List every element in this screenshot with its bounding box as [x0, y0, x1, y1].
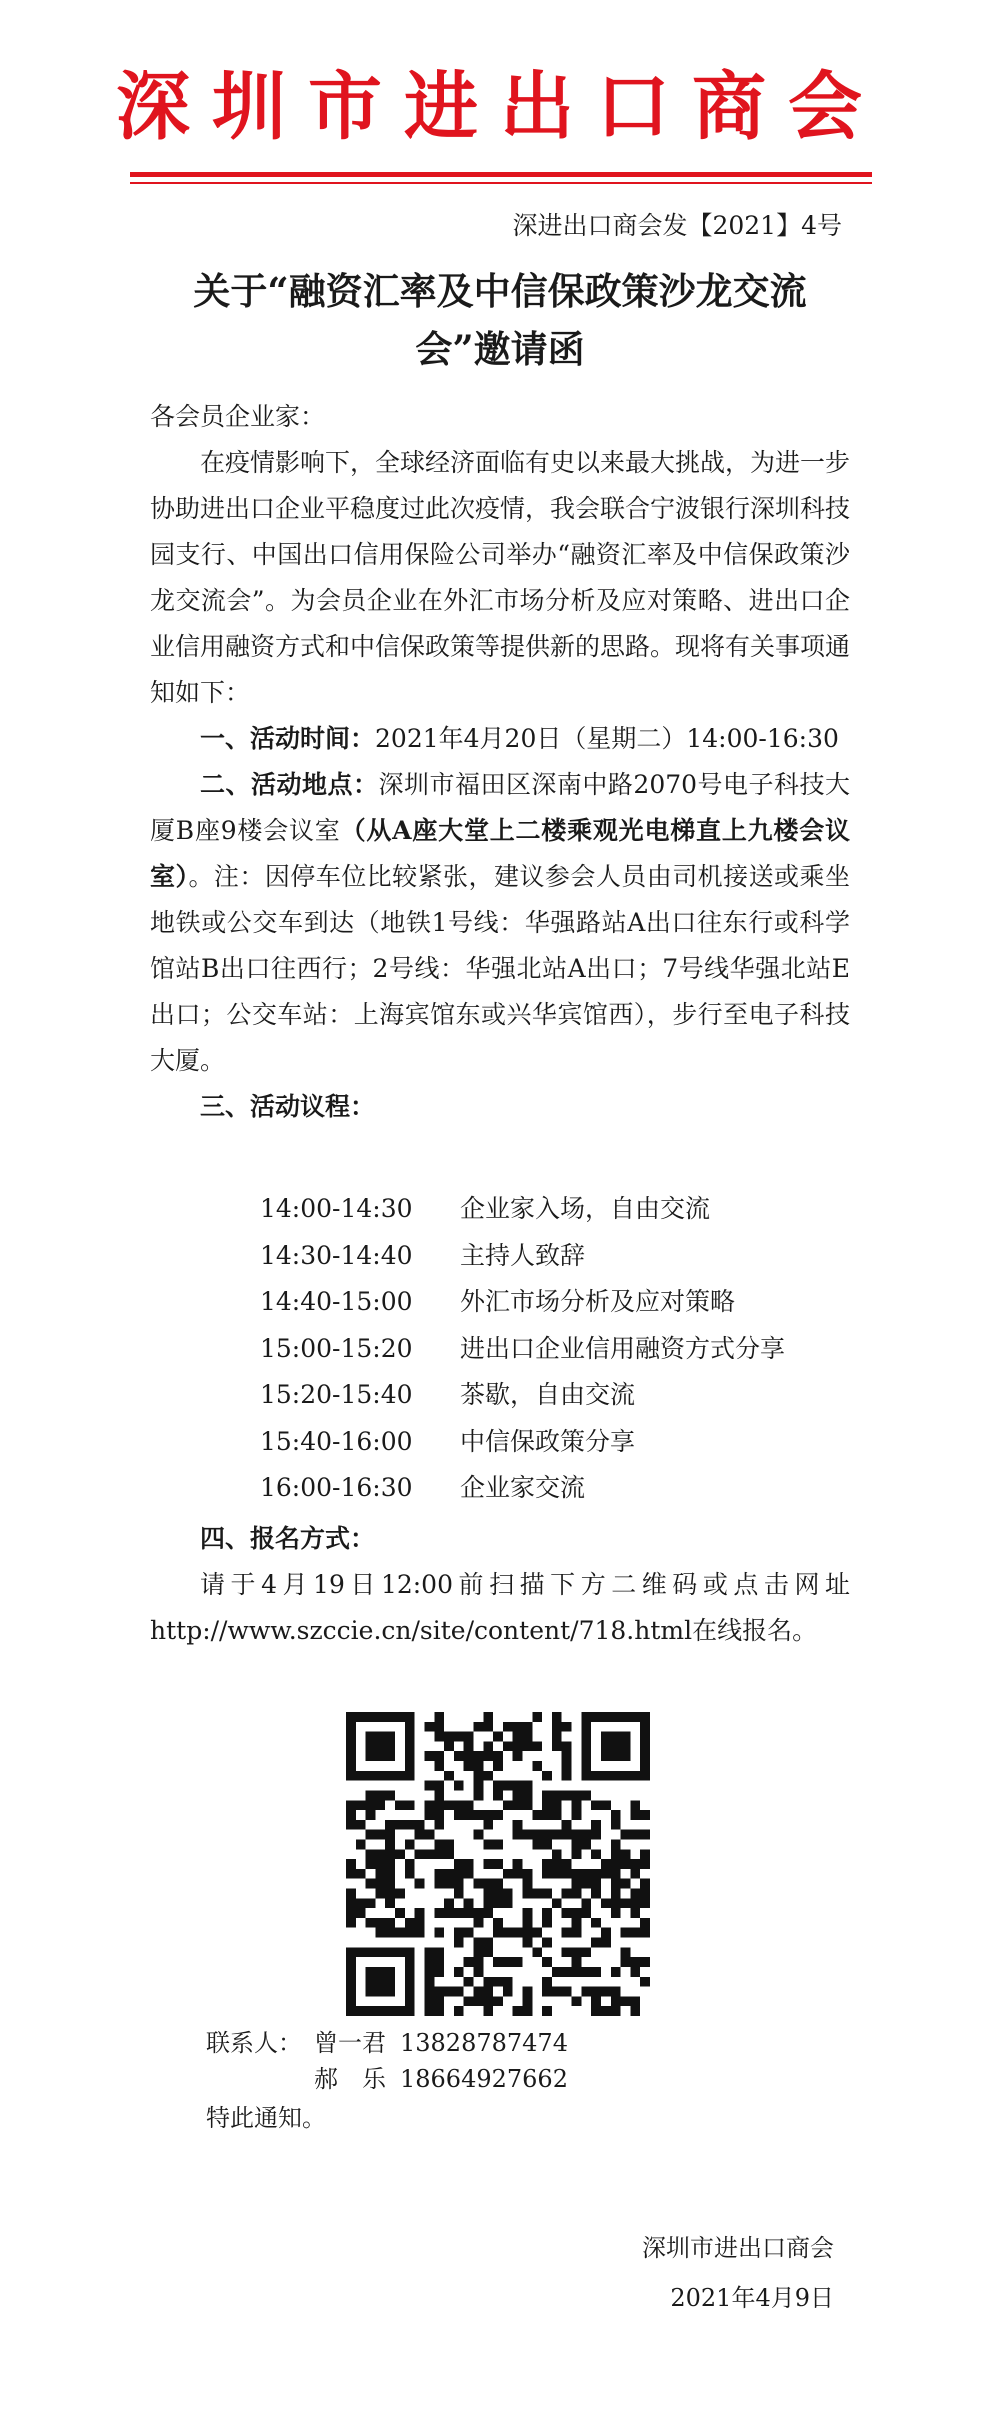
venue-note: 。注：因停车位比较紧张，建议参会人员由司机接送或乘坐地铁或公交车到达（地铁1号线：华强路站A出口往东行或科学馆站B出口往西行；2号线：华强北站A出口；7号线华强北站E出口；公交车站：上海宾馆东或兴华宾馆西），步行至电子科技大厦。 [150, 862, 850, 1075]
registration-block [150, 1516, 850, 1654]
time-section-text: 2021年4月20日（星期二）14:00-16:30 [375, 724, 839, 753]
agenda-row [260, 1419, 785, 1466]
intro-paragraph: 在疫情影响下，全球经济面临有史以来最大挑战，为进一步协助进出口企业平稳度过此次疫情，我会联合宁波银行深圳科技园支行、中国出口信用保险公司举办“融资汇率及中信保政策沙龙交流会”。为会员企业在外汇市场分析及应对策略、进出口企业信用融资方式和中信保政策等提供新的思路。现将有关事项通知如下： [150, 448, 851, 707]
agenda-item: 主持人致辞 [460, 1240, 586, 1270]
agenda-time: 16:00-16:30 [260, 1473, 413, 1502]
venue-directions: （从A座大堂上二楼乘观光电梯直上九楼会议室） [150, 816, 850, 891]
registration-text: 请于4月19日12:00前扫描下方二维码或点击网址 [200, 1570, 850, 1599]
agenda-section-label: 三、活动议程： [200, 1092, 376, 1121]
signature-date: 2021年4月9日 [670, 2284, 834, 2312]
venue-section-label: 二、活动地点： [200, 770, 379, 799]
contact-row [206, 2025, 568, 2061]
closing-text: 特此通知。 [206, 2104, 326, 2132]
agenda-time: 15:40-16:00 [260, 1426, 413, 1456]
letterhead-divider-thick [130, 172, 872, 177]
contact-phone: 18664927662 [400, 2065, 568, 2093]
contact-row [206, 2061, 568, 2097]
agenda-row [260, 1186, 785, 1233]
time-section [150, 716, 850, 762]
agenda-list [260, 1186, 785, 1512]
agenda-item: 企业家入场，自由交流 [460, 1194, 711, 1223]
agenda-item: 企业家交流 [460, 1473, 586, 1502]
contact-name: 曾一君 [314, 2029, 386, 2057]
agenda-time: 14:30-14:40 [260, 1240, 413, 1270]
document-title: 关于“融资汇率及中信保政策沙龙交流会”邀请函 [193, 269, 807, 371]
contact-name: 郝 乐 [314, 2065, 386, 2093]
time-section-label: 一、活动时间： [200, 724, 376, 753]
agenda-row [260, 1465, 785, 1512]
venue-section [150, 762, 850, 1084]
agenda-time: 14:00-14:30 [260, 1194, 413, 1223]
letter-body [150, 394, 850, 1130]
contacts-label: 联系人： [206, 2029, 302, 2057]
registration-instructions [150, 1562, 850, 1654]
agenda-time: 14:40-15:00 [260, 1287, 413, 1316]
agenda-row [260, 1372, 785, 1419]
letterhead-divider-thin [130, 182, 872, 184]
venue-address: 深圳市福田区深南中路2070号电子科技大厦B座9楼会议室 [150, 770, 850, 845]
agenda-item: 外汇市场分析及应对策略 [460, 1287, 736, 1316]
registration-qr-code[interactable] [346, 1712, 650, 2016]
contact-phone: 13828787474 [400, 2029, 568, 2057]
agenda-item: 进出口企业信用融资方式分享 [460, 1333, 786, 1363]
agenda-time: 15:00-15:20 [260, 1333, 413, 1363]
agenda-item: 中信保政策分享 [460, 1426, 636, 1456]
document-number: 深进出口商会发【2021】4号 [512, 211, 842, 240]
contacts-block [206, 2025, 568, 2097]
registration-section-label: 四、报名方式： [200, 1524, 376, 1553]
registration-url[interactable]: http://www.szccie.cn/site/content/718.html [150, 1616, 693, 1645]
agenda-row [260, 1326, 785, 1373]
agenda-item: 茶歇，自由交流 [460, 1380, 636, 1409]
registration-text-end: 在线报名。 [692, 1616, 818, 1645]
agenda-row [260, 1279, 785, 1326]
agenda-row [260, 1233, 785, 1280]
letterhead-org-name: 深圳市进出口商会 [116, 64, 884, 150]
agenda-time: 15:20-15:40 [260, 1380, 413, 1409]
signature-org: 深圳市进出口商会 [642, 2234, 834, 2262]
salutation: 各会员企业家： [150, 402, 326, 431]
